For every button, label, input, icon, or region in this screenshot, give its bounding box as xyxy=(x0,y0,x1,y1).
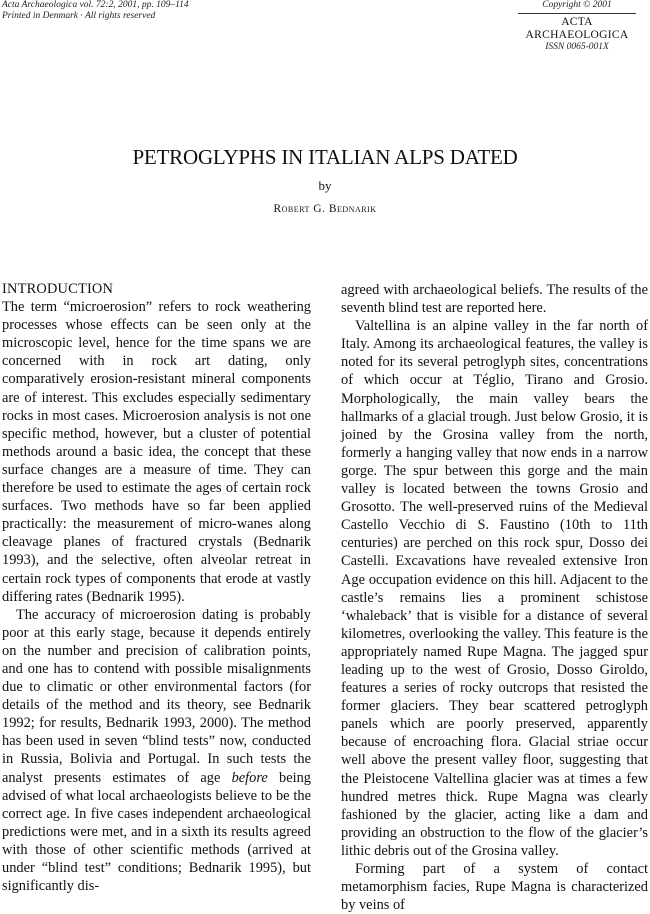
citation-line: Acta Archaeologica vol. 72:2, 2001, pp. 109–114 xyxy=(2,0,189,10)
left-column xyxy=(2,280,311,895)
paragraph-intro-2-part-b: being advised of what local archaeologists believe to be the correct age. In five cases independent archaeological predictions were met, and in a sixth its results agreed with those of other scientific methods (arrived at under “blind test” conditions; Bednarik 1995), but significantly dis- xyxy=(2,769,311,895)
paragraph-intro-2-part-a: The accuracy of microerosion dating is probably poor at this early stage, because it depends entirely on the number and precision of calibration points, and one has to contend with possible misalignments due to climatic or other environmental factors (for details of the method and its theory, see Bednarik 1992; for results, Bednarik 1993, 2000). The method has been used in seven “blind tests” now, conducted in Russia, Bolivia and Portugal. In such tests the analyst presents estimates of age xyxy=(2,606,311,786)
article-title: PETROGLYPHS IN ITALIAN ALPS DATED xyxy=(132,145,518,169)
running-header-right xyxy=(512,0,642,53)
paragraph-intro-1: The term “microerosion” refers to rock weathering processes whose effects can be seen only at the microscopic level, hence for the time spans we are concerned with in rock art dating, only comparatively erosion-resistant mineral components are of interest. This excludes especially sedimentary rocks in most cases. Microerosion analysis is not one specific method, however, but a cluster of potential methods around a basic idea, the concept that these surface changes are a measure of time. They can therefore be used to estimate the ages of certain rock surfaces. Two methods have so far been applied practically: the measurement of micro-wanes along cleavage planes of fractured crystals (Bednarik 1993), and the selective, often alveolar retreat in certain rock types of components that erode at vastly differing rates (Bednarik 1995). xyxy=(2,299,311,605)
journal-name: ACTA ARCHAEOLOGICA xyxy=(525,16,629,41)
emphasis-before: before xyxy=(231,769,268,786)
paragraph-contact-metamorphism: Forming part of a system of contact metamorphism facies, Rupe Magna is characterized by veins of xyxy=(341,861,648,914)
copyright-line: Copyright © 2001 xyxy=(542,0,612,10)
paragraph-valtellina: Valtellina is an alpine valley in the far north of Italy. Among its archaeological features, the valley is noted for its several petroglyph sites, concentrations of which occur at Téglio, Tirano and Grosio. Morphologically, the main valley bears the hallmarks of a glacial trough. Just below Grosio, it is joined by the Grosina valley from the north, formerly a hanging valley that now ends in a narrow gorge. The spur between this gorge and the main valley is located between the towns Grosio and Grosotto. The well-preserved ruins of the Medieval Castello Vecchio di S. Faustino (10th to 11th centuries) are perched on this rock spur, Dosso dei Castelli. Excavations have revealed extensive Iron Age occupation evidence on this hill. Adjacent to the castle’s remains lies a prominent schistose ‘whaleback’ that is visible for a distance of several kilometres, overlooking the valley. This feature is the appropriately named Rupe Magna. The jagged spur leading up to the west of Grosio, Dosso Giroldo, features a series of rocky outcrops that resisted the former glaciers. They bear scattered petroglyph panels which are poorly preserved, apparently because of encroaching flora. Glacial striae occur well above the present valley floor, suggesting that the Pleistocene Valtellina glacier was at times a few hundred metres thick. Rupe Magna was clearly fashioned by the glacier, acting like a dam and providing an obstruction to the flow of the glacier’s lithic debris out of the Grosina valley. xyxy=(341,318,648,859)
paragraph-intro-2 xyxy=(2,606,311,896)
printed-line: Printed in Denmark · All rights reserved xyxy=(2,11,156,21)
issn-line: ISSN 0065-001X xyxy=(545,42,609,52)
header-rule xyxy=(518,13,636,14)
paragraph-continuation: agreed with archaeological beliefs. The results of the seventh blind test are reported here. xyxy=(341,282,648,317)
author-name: Robert G. Bednarik xyxy=(273,203,377,215)
right-column xyxy=(341,281,648,914)
byline-by: by xyxy=(318,178,332,193)
running-header-left xyxy=(2,0,189,22)
section-heading-introduction: INTRODUCTION xyxy=(2,281,114,297)
